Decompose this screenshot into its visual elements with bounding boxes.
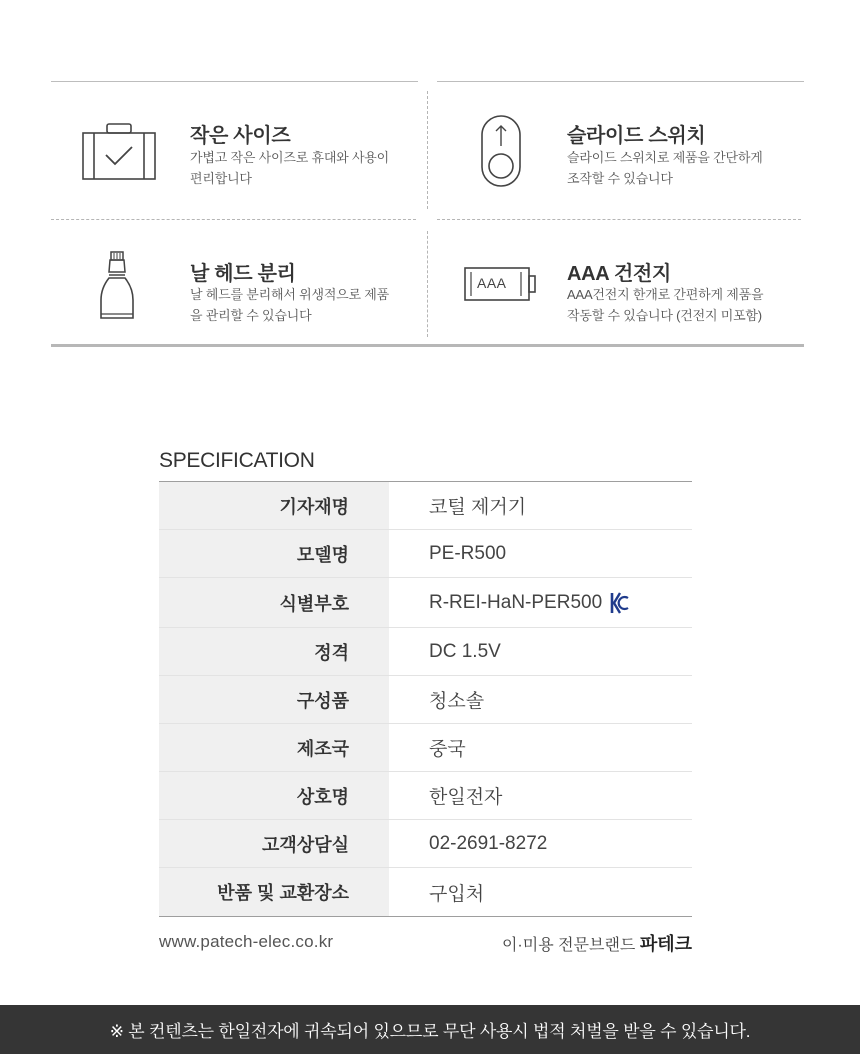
footer-notice-bar — [0, 1005, 860, 1054]
feature-title: 작은 사이즈 — [190, 125, 291, 147]
spec-value: R-REI-HaN-PER500 — [429, 591, 603, 613]
feature-desc-line: 가볍고 작은 사이즈로 휴대와 사용이 — [190, 150, 390, 165]
feature-detachable-head — [51, 220, 427, 344]
feature-desc-line: 작동할 수 있습니다 (건전지 미포함) — [567, 308, 762, 323]
feature-grid — [51, 81, 804, 347]
spec-label: 구성품 — [159, 676, 389, 723]
spec-label: 식별부호 — [159, 578, 389, 627]
feature-desc-line: 날 헤드를 분리해서 위생적으로 제품 — [190, 287, 390, 302]
table-row — [159, 530, 692, 578]
divider — [51, 344, 804, 347]
spec-value: 구입처 — [429, 883, 485, 905]
spec-value: 한일전자 — [429, 787, 503, 808]
feature-small-size — [51, 81, 427, 219]
spec-table — [159, 481, 692, 917]
spec-value: 02-2691-8272 — [429, 832, 548, 854]
table-row — [159, 628, 692, 676]
feature-desc-line: 을 관리할 수 있습니다 — [190, 308, 312, 323]
table-row — [159, 724, 692, 772]
spec-label: 기자재명 — [159, 482, 389, 529]
feature-title: 날 헤드 분리 — [190, 263, 296, 285]
feature-desc — [567, 147, 763, 189]
spec-value: DC 1.5V — [429, 640, 501, 662]
spec-label: 정격 — [159, 628, 389, 675]
table-row — [159, 868, 692, 916]
feature-desc-line: 편리합니다 — [190, 171, 252, 186]
table-row — [159, 772, 692, 820]
spec-label: 반품 및 교환장소 — [159, 868, 389, 916]
feature-title: 슬라이드 스위치 — [567, 125, 706, 147]
table-row — [159, 578, 692, 628]
detachable-head-icon — [97, 248, 137, 324]
brand-signature — [502, 930, 692, 956]
footer-notice: ※ 본 컨텐츠는 한일전자에 귀속되어 있으므로 무단 사용시 법적 처벌을 받을 수 있습니다. — [109, 1022, 751, 1041]
brand-name: 파테크 — [639, 934, 692, 954]
spec-value: 중국 — [429, 739, 466, 760]
spec-label: 고객상담실 — [159, 820, 389, 867]
feature-slide-switch — [428, 81, 804, 219]
spec-value: PE-R500 — [429, 542, 507, 564]
site-url-link[interactable]: www.patech-elec.co.kr — [159, 932, 334, 951]
feature-desc — [190, 147, 389, 189]
aaa-battery-icon — [463, 266, 539, 302]
battery-label: AAA — [477, 275, 507, 291]
spec-value: 청소솔 — [429, 691, 485, 712]
feature-desc-line: 슬라이드 스위치로 제품을 간단하게 — [567, 150, 763, 165]
feature-desc-line: AAA건전지 한개로 간편하게 제품을 — [567, 287, 764, 302]
kc-mark-icon — [609, 591, 629, 615]
spec-value-cell — [389, 578, 692, 627]
spec-label: 모델명 — [159, 530, 389, 577]
spec-value: 코털 제거기 — [429, 497, 527, 518]
feature-desc-line: 조작할 수 있습니다 — [567, 171, 673, 186]
feature-aaa-battery — [428, 220, 804, 344]
table-row — [159, 676, 692, 724]
table-row — [159, 482, 692, 530]
suitcase-check-icon — [81, 121, 157, 181]
table-row — [159, 820, 692, 868]
slide-switch-icon — [480, 114, 522, 188]
feature-title: AAA 건전지 — [567, 263, 672, 285]
feature-desc — [567, 284, 763, 326]
spec-label: 상호명 — [159, 772, 389, 819]
spec-title: SPECIFICATION — [159, 449, 315, 472]
feature-desc — [190, 284, 389, 326]
brand-tagline: 이·미용 전문브랜드 — [501, 937, 636, 954]
spec-label: 제조국 — [159, 724, 389, 771]
